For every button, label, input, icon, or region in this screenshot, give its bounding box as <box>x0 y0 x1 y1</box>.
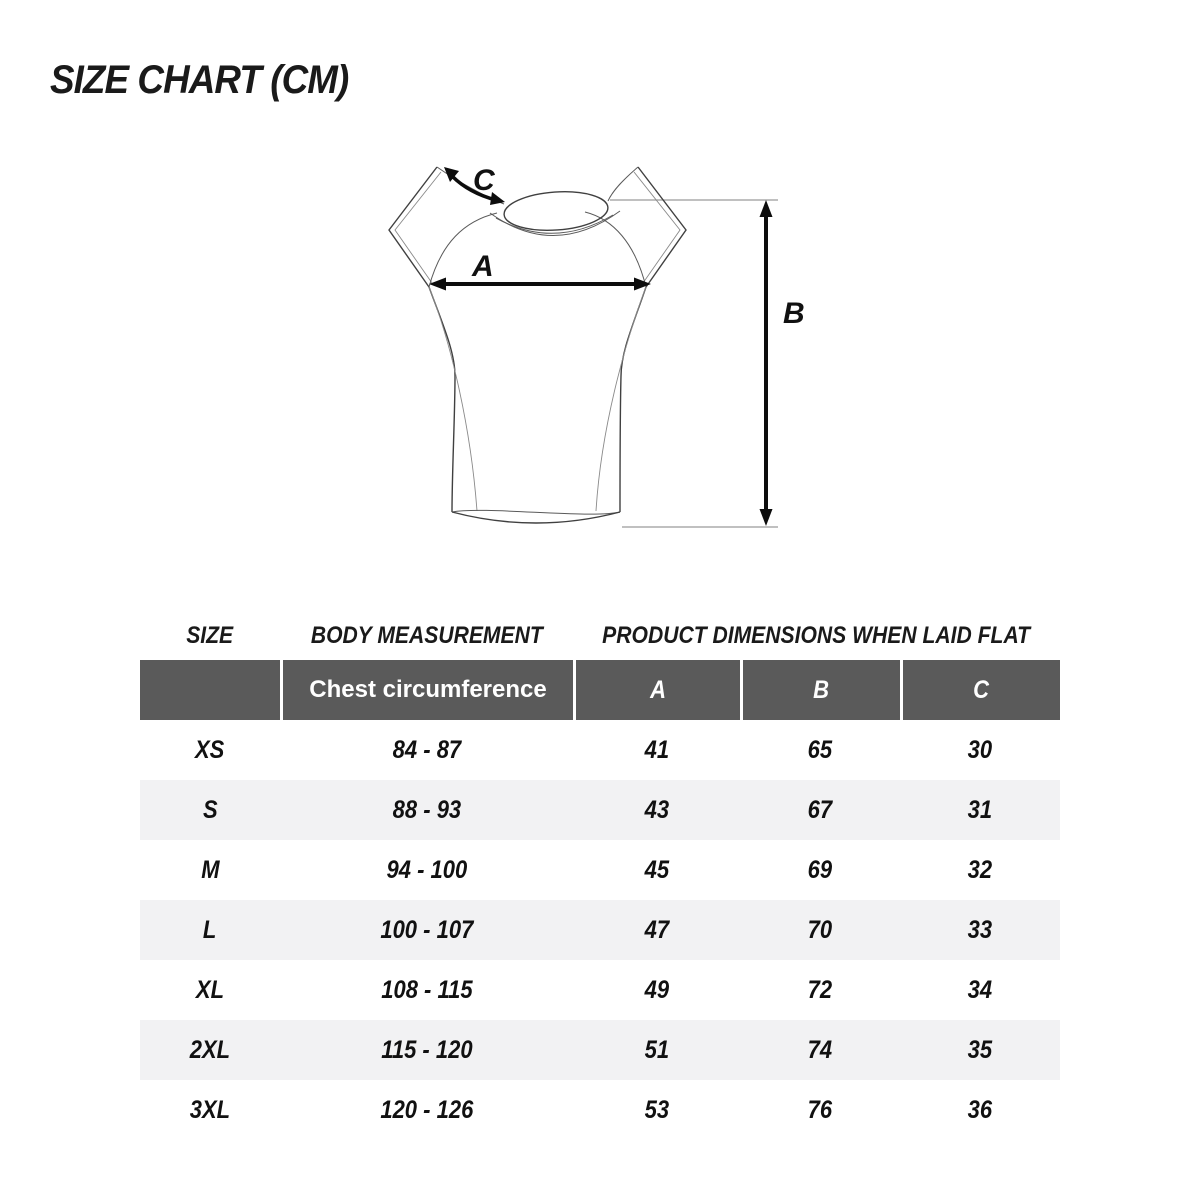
c-value: 34 <box>967 975 993 1004</box>
sub-header-chest: Chest circumference <box>280 660 573 720</box>
size-value: 3XL <box>189 1095 231 1124</box>
chest-value: 120 - 126 <box>380 1095 473 1124</box>
b-value: 72 <box>807 975 833 1004</box>
size-table <box>140 612 1060 1140</box>
col-header-product-dimensions: PRODUCT DIMENSIONS WHEN LAID FLAT <box>602 622 1031 649</box>
sub-header-a: A <box>573 660 740 720</box>
tshirt-outline <box>389 167 686 523</box>
b-value: 74 <box>807 1035 833 1064</box>
table-row-xs <box>140 720 1060 780</box>
table-sub-header-row <box>140 660 1060 720</box>
b-value: 67 <box>807 795 833 824</box>
a-value: 53 <box>644 1095 669 1124</box>
b-value: 76 <box>807 1095 833 1124</box>
chest-value: 84 - 87 <box>392 735 461 764</box>
a-value: 51 <box>644 1035 669 1064</box>
label-c: C <box>473 164 495 197</box>
col-header-size: SIZE <box>186 622 234 649</box>
c-value: 36 <box>967 1095 993 1124</box>
b-value: 65 <box>807 735 833 764</box>
sub-header-c: C <box>900 660 1060 720</box>
sub-header-empty <box>140 660 280 720</box>
size-value: XL <box>195 975 225 1004</box>
c-value: 35 <box>967 1035 993 1064</box>
a-value: 43 <box>644 795 669 824</box>
table-row-m <box>140 840 1060 900</box>
chest-value: 108 - 115 <box>380 975 473 1004</box>
a-value: 47 <box>644 915 669 944</box>
label-b: B <box>783 297 805 330</box>
tshirt-measurement-diagram <box>360 140 820 560</box>
arrow-a <box>429 250 651 291</box>
size-value: XS <box>195 735 225 764</box>
table-row-xl <box>140 960 1060 1020</box>
size-value: S <box>202 795 218 824</box>
size-value: L <box>203 915 217 944</box>
a-value: 41 <box>644 735 669 764</box>
chest-value: 88 - 93 <box>392 795 461 824</box>
table-row-l <box>140 900 1060 960</box>
table-row-2xl <box>140 1020 1060 1080</box>
table-row-s <box>140 780 1060 840</box>
a-value: 45 <box>644 855 669 884</box>
chest-value: 100 - 107 <box>380 915 473 944</box>
c-value: 33 <box>967 915 993 944</box>
c-value: 31 <box>967 795 993 824</box>
b-value: 69 <box>807 855 833 884</box>
sub-header-b: B <box>740 660 900 720</box>
a-value: 49 <box>644 975 669 1004</box>
table-row-3xl <box>140 1080 1060 1140</box>
label-a: A <box>472 250 494 283</box>
size-value: 2XL <box>189 1035 231 1064</box>
size-value: M <box>200 855 220 884</box>
page-title: SIZE CHART (CM) <box>50 58 349 102</box>
chest-value: 115 - 120 <box>380 1035 473 1064</box>
table-group-header-row <box>140 612 1060 660</box>
chest-value: 94 - 100 <box>386 855 467 884</box>
c-value: 30 <box>967 735 993 764</box>
arrow-b <box>760 200 805 526</box>
arrow-c <box>444 164 505 205</box>
c-value: 32 <box>967 855 993 884</box>
col-header-body-measurement: BODY MEASUREMENT <box>310 622 543 649</box>
b-value: 70 <box>807 915 833 944</box>
